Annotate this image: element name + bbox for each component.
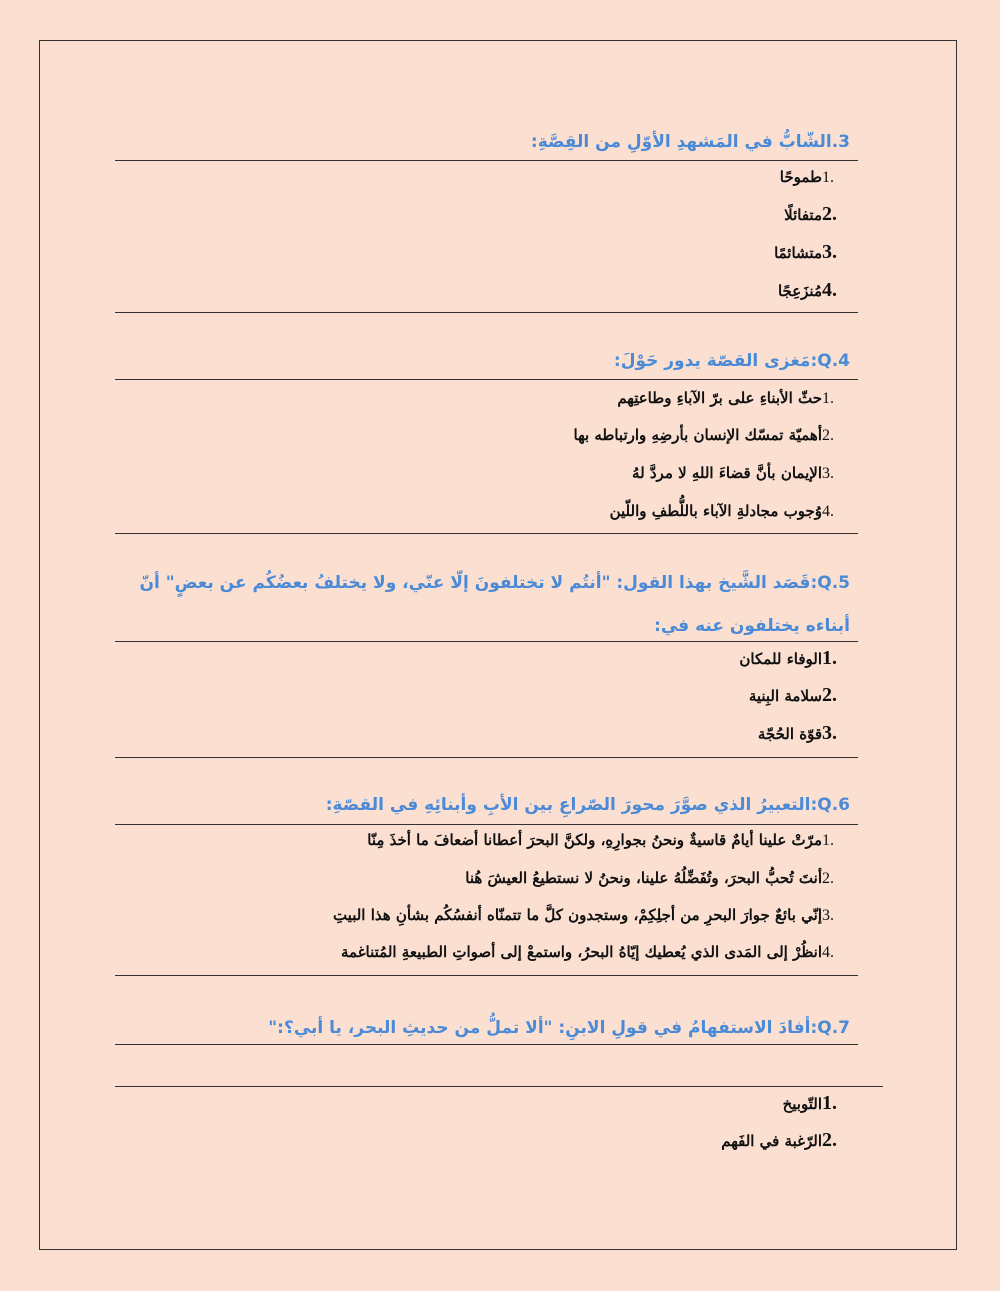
question-number: .3: [831, 132, 850, 152]
divider: [115, 757, 858, 758]
option-number: 1.: [822, 832, 834, 849]
question-text: مَغزى القصّة يدور حَوْلَ:: [613, 351, 811, 371]
option-text: وُجوب مجادلةِ الآباء باللُّطفِ واللّين: [609, 502, 822, 520]
option-text: سلامة البِنية: [748, 687, 822, 705]
option-number: 3.: [822, 907, 834, 924]
option[interactable]: [465, 869, 850, 888]
divider: [115, 641, 858, 642]
option[interactable]: [721, 1129, 850, 1152]
option[interactable]: [341, 943, 850, 962]
option-text: التّوبيخ: [782, 1095, 822, 1113]
option[interactable]: [778, 279, 850, 302]
option-number: 1.: [822, 1092, 837, 1114]
question-text: الشّابُّ في المَشهدِ الأوّلِ من القِصَّةِ:: [530, 132, 832, 152]
option-number: 2.: [822, 203, 837, 225]
option-text: مُنزَعِجًا: [777, 282, 822, 300]
option-text: متشائمًا: [774, 244, 822, 262]
divider: [115, 1044, 858, 1045]
divider: [115, 1086, 883, 1087]
option[interactable]: [367, 831, 850, 850]
option-number: 4.: [822, 944, 834, 961]
option-number: 1.: [822, 169, 834, 186]
question-number: :Q.4: [810, 351, 850, 371]
option[interactable]: [784, 203, 850, 226]
option-number: 4.: [822, 503, 834, 520]
option[interactable]: [749, 684, 850, 707]
question-text: قَصَد الشَّيخ بهذا القول: "أنتُم لا تختلفونَ إلّا عنّي، ولا يختلفُ بعضُكُم عن بعضٍ" أنّ أبناءه يختلفون عنه في:: [139, 573, 850, 636]
question-3-title: [531, 132, 850, 152]
option[interactable]: [632, 464, 850, 483]
divider: [115, 824, 858, 825]
question-6-title: [326, 795, 850, 815]
option-text: أهميّة تمسّك الإنسان بأرضِهِ وارتباطه بها: [573, 426, 822, 444]
option-number: 3.: [822, 465, 834, 482]
divider: [115, 379, 858, 380]
option-text: طموحًا: [779, 168, 822, 186]
option[interactable]: [617, 389, 850, 408]
option-text: إنّي بائعٌ جوارَ البحرِ من أجلِكِمْ، وستجدون كلَّ ما تتمنّاه أنفسُكُم بشأنِ هذا البيتِ: [332, 906, 822, 924]
option[interactable]: [780, 168, 850, 187]
option-number: 2.: [822, 427, 834, 444]
divider: [115, 312, 858, 313]
option[interactable]: [739, 647, 850, 670]
option-text: قوّة الحُجّة: [757, 725, 822, 743]
option-number: 2.: [822, 1129, 837, 1151]
option-number: 3.: [822, 722, 837, 744]
question-4-title: [614, 351, 850, 371]
question-number: :Q.5: [810, 573, 850, 593]
question-text: التعبيرُ الذي صوَّرَ محورَ الصّراعِ بين الأبِ وأبنائِهِ في القصّةِ:: [325, 795, 811, 815]
option-number: 1.: [822, 390, 834, 407]
option-text: متفائلًا: [784, 206, 822, 224]
option-number: 1.: [822, 647, 837, 669]
option[interactable]: [574, 426, 851, 445]
option-number: 3.: [822, 241, 837, 263]
option[interactable]: [610, 502, 850, 521]
option-text: الإيمان بأنَّ قضاءَ اللهِ لا مردَّ لهُ: [632, 464, 822, 482]
option-number: 2.: [822, 870, 834, 887]
option-number: 4.: [822, 279, 837, 301]
option[interactable]: [758, 722, 850, 745]
question-text: أفادَ الاستفهامُ في قولِ الابنِ: "ألا تملُّ من حديثِ البحر، يا أبي؟:": [268, 1018, 811, 1038]
option-text: مرّتْ علينا أيامٌ قاسيةٌ ونحنُ بجوارِهِ، ولكنَّ البحرَ أعطانا أضعافَ ما أخذَ مِنّا: [367, 831, 822, 849]
question-number: :Q.7: [810, 1018, 850, 1038]
option-text: الرّغبة في الفَهم: [721, 1132, 822, 1150]
option[interactable]: [783, 1092, 850, 1115]
question-7-title: [268, 1018, 850, 1038]
question-number: :Q.6: [810, 795, 850, 815]
option[interactable]: [774, 241, 850, 264]
divider: [115, 160, 858, 161]
option-text: انظُرْ إلى المَدى الذي يُعطيك إيّاهُ البحرُ، واستمعْ إلى أصواتِ الطبيعةِ المُتناغمة: [340, 943, 822, 961]
option-text: الوفاء للمكان: [739, 650, 822, 668]
option-number: 2.: [822, 684, 837, 706]
option[interactable]: [333, 906, 850, 925]
option-text: حثّ الأبناءِ على برّ الآباءِ وطاعتِهم: [617, 389, 822, 407]
question-5-title: [110, 562, 850, 648]
option-text: أنتَ تُحبُّ البحرَ، وتُفَضِّلُهُ علينا، ونحنُ لا نستطيعُ العيشَ هُنا: [465, 869, 822, 887]
divider: [115, 533, 858, 534]
divider: [115, 975, 858, 976]
